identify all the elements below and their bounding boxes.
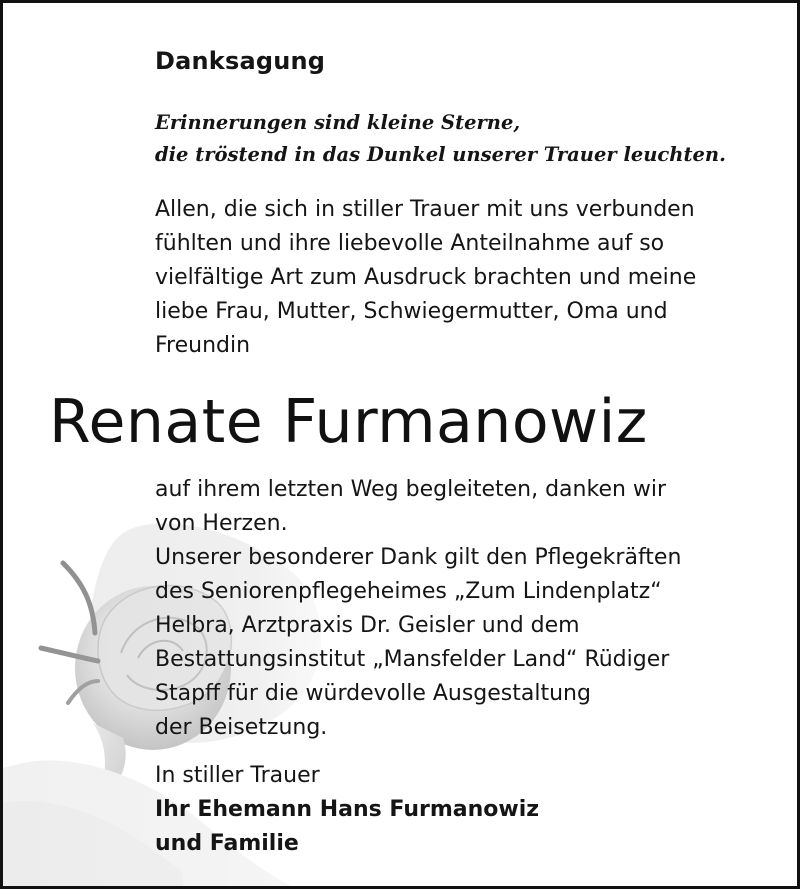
thanks-line: der Beisetzung. bbox=[155, 715, 328, 740]
intro-line: liebe Frau, Mutter, Schwiegermutter, Oma und bbox=[155, 299, 668, 324]
signoff-line: In stiller Trauer bbox=[155, 763, 320, 788]
thanks-paragraph bbox=[155, 473, 681, 745]
thanks-line: Helbra, Arztpraxis Dr. Geisler und dem bbox=[155, 613, 580, 638]
intro-paragraph bbox=[155, 193, 696, 363]
quote-line: die tröstend in das Dunkel unserer Trauer leuchten. bbox=[155, 143, 726, 166]
intro-line: Allen, die sich in stiller Trauer mit uns verbunden bbox=[155, 197, 695, 222]
thanks-line: Bestattungsinstitut „Mansfelder Land“ Rüdiger bbox=[155, 647, 670, 672]
notice-content bbox=[3, 3, 797, 886]
thanks-line: von Herzen. bbox=[155, 511, 288, 536]
deceased-name: Renate Furmanowiz bbox=[49, 387, 648, 457]
signoff-family-name: Ihr Ehemann Hans Furmanowiz bbox=[155, 797, 540, 822]
quote-line: Erinnerungen sind kleine Sterne, bbox=[155, 111, 521, 134]
thanks-line: Unserer besonderer Dank gilt den Pflegekräften bbox=[155, 545, 682, 570]
memorial-quote bbox=[155, 107, 726, 171]
intro-line: Freundin bbox=[155, 333, 251, 358]
signoff bbox=[155, 759, 539, 861]
notice-heading: Danksagung bbox=[155, 47, 326, 75]
thanks-line: auf ihrem letzten Weg begleiteten, danken wir bbox=[155, 477, 667, 502]
signoff-family: und Familie bbox=[155, 831, 299, 856]
thanks-line: des Seniorenpflegeheimes „Zum Lindenplatz“ bbox=[155, 579, 662, 604]
intro-line: vielfältige Art zum Ausdruck brachten und meine bbox=[155, 265, 697, 290]
intro-line: fühlten und ihre liebevolle Anteilnahme auf so bbox=[155, 231, 665, 256]
thanks-line: Stapff für die würdevolle Ausgestaltung bbox=[155, 681, 591, 706]
